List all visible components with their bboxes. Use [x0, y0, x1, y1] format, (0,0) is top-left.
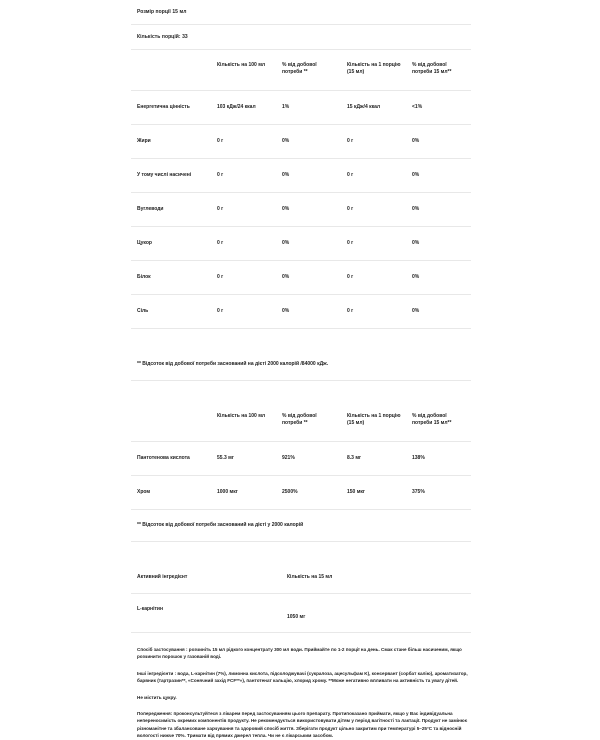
vitamin-per-serving-dv: 375%	[406, 476, 471, 510]
nutrient-per-100ml: 0 г	[211, 295, 276, 329]
section-spacer	[131, 329, 471, 349]
nutrition-footnote: ** Відсоток від добової потреби заснований на дієті 2000 калорій /84000 кДж.	[131, 349, 471, 381]
section-spacer	[131, 542, 471, 562]
header-per-100ml: Кількість на 100 мл	[211, 401, 276, 442]
nutrient-per-serving: 0 г	[341, 125, 406, 159]
nutrient-name: Цукор	[131, 227, 211, 261]
nutrient-per-serving: 0 г	[341, 159, 406, 193]
vitamin-per-serving-dv: 138%	[406, 442, 471, 476]
nutrient-name: Енергетична цінність	[131, 91, 211, 125]
table-row	[131, 295, 471, 329]
table-row	[131, 193, 471, 227]
nutrient-per-serving-dv: 0%	[406, 125, 471, 159]
table-row	[131, 261, 471, 295]
serving-size-label: Розмір порції 15 мл	[131, 0, 471, 25]
nutrient-per-100ml-dv: 0%	[276, 125, 341, 159]
table-row	[131, 125, 471, 159]
warning-note: Попередження: проконсультуйтеся з лікарем перед застосуванням цього препарату. Протипоказано приймати, якщо у Вас індивідуальна непереносимість окремих компонентів продукту. Не рекомендується використовувати дітям у період вагітності та лактації. Продукт не замінює різноманітне та збалансоване харчування та здоровий спосіб життя. Зберігати продукт цільно закритим при температурі 5–25°C та відносній вологості нижче 70%. Тримати від прямих джерел тепла. Чи не є лікарським засобом.	[137, 711, 468, 739]
nutrient-per-100ml-dv: 0%	[276, 261, 341, 295]
nutrient-per-serving-dv: 0%	[406, 159, 471, 193]
nutrient-per-serving-dv: 0%	[406, 261, 471, 295]
section-spacer	[131, 381, 471, 401]
table-row	[131, 476, 471, 510]
table-row	[131, 442, 471, 476]
label-content	[131, 0, 471, 740]
header-per-serving-dv: % від добової потреби 15 мл**	[406, 50, 471, 91]
serving-size-row	[131, 0, 471, 25]
nutrient-per-serving: 0 г	[341, 295, 406, 329]
table-row	[131, 594, 471, 633]
nutrient-per-100ml-dv: 0%	[276, 227, 341, 261]
nutrient-name: Вуглеводи	[131, 193, 211, 227]
nutrient-per-serving: 15 кДж/4 ккал	[341, 91, 406, 125]
vitamin-per-100ml: 1000 мкг	[211, 476, 276, 510]
nutrient-per-100ml-dv: 0%	[276, 295, 341, 329]
nutrient-per-100ml: 0 г	[211, 227, 276, 261]
vitamin-per-serving: 150 мкг	[341, 476, 406, 510]
nutrient-per-100ml: 0 г	[211, 193, 276, 227]
label-notes	[131, 633, 471, 740]
nutrition-facts-table	[131, 50, 471, 329]
nutrient-per-100ml: 0 г	[211, 125, 276, 159]
header-per-100ml: Кількість на 100 мл	[211, 50, 276, 91]
nutrient-per-serving: 0 г	[341, 193, 406, 227]
no-sugar-note: Не містить цукру.	[137, 694, 177, 700]
serving-count-label: Кількість порцій: 33	[131, 25, 471, 50]
nutrient-per-100ml-dv: 0%	[276, 193, 341, 227]
vitamin-name: Хром	[131, 476, 211, 510]
vitamin-per-100ml-dv: 921%	[276, 442, 341, 476]
header-per-serving-dv: % від добової потреби 15 мл**	[406, 401, 471, 442]
usage-instructions: Спосіб застосування : розчиніть 15 мл рідкого концентрату 300 мл води. Приймайте по 1-2 порції на день. Смак стане більш насиченим, якщо розчинити порошок у газованій воді.	[137, 647, 462, 660]
vitamin-table-header-row	[131, 401, 471, 442]
nutrition-table-header-row	[131, 50, 471, 91]
vitamin-per-100ml: 55.3 мг	[211, 442, 276, 476]
nutrient-name: Жири	[131, 125, 211, 159]
nutrient-name: Білок	[131, 261, 211, 295]
nutrient-name: У тому числі насичені	[131, 159, 211, 193]
vitamin-name: Пантотенова кислота	[131, 442, 211, 476]
nutrient-per-serving-dv: 0%	[406, 227, 471, 261]
active-ingredient-amount: 1050 мг	[281, 594, 471, 633]
nutrient-per-100ml: 0 г	[211, 159, 276, 193]
table-row	[131, 91, 471, 125]
nutrient-per-serving-dv: 0%	[406, 295, 471, 329]
active-ingredient-table	[131, 562, 471, 633]
serving-count-row	[131, 25, 471, 50]
table-row	[131, 227, 471, 261]
nutrient-name: Сіль	[131, 295, 211, 329]
header-per-100ml-dv: % від добової потреби **	[276, 401, 341, 442]
nutrient-per-100ml-dv: 1%	[276, 91, 341, 125]
vitamin-footnote: ** Відсоток від добової потреби заснований на дієті у 2000 калорій	[131, 510, 471, 542]
header-nutrient-name	[131, 50, 211, 91]
vitamin-per-serving: 8.3 мг	[341, 442, 406, 476]
header-per-serving: Кількість на 1 порцію (15 мл)	[341, 401, 406, 442]
header-vitamin-name	[131, 401, 211, 442]
active-ingredient-header-row	[131, 562, 471, 594]
nutrient-per-serving: 0 г	[341, 261, 406, 295]
nutrient-per-100ml: 103 кДж/24 ккал	[211, 91, 276, 125]
header-per-100ml-dv: % від добової потреби **	[276, 50, 341, 91]
serving-info-table	[131, 0, 471, 50]
vitamin-per-100ml-dv: 2500%	[276, 476, 341, 510]
nutrient-per-serving-dv: <1%	[406, 91, 471, 125]
other-ingredients: Інші інгредієнти : вода, L-карнітин (7%), лимонна кислота, підсолоджувачі (сукралоза, ацесульфам K), консервант (сорбат калію), ароматизатор, барвник (тартразин**, «Сонячний захід FCF**»), пантотенат кальцію, хлорид хрому. **Може негативно впливати на активність та увагу дітей.	[137, 670, 468, 684]
vitamins-minerals-table	[131, 401, 471, 510]
active-ingredient-name: L-карнітин	[131, 594, 281, 633]
header-active-ingredient: Активний інгредієнт	[131, 562, 281, 594]
table-row	[131, 159, 471, 193]
nutrient-per-serving-dv: 0%	[406, 193, 471, 227]
header-per-serving: Кількість на 1 порцію (15 мл)	[341, 50, 406, 91]
nutrient-per-serving: 0 г	[341, 227, 406, 261]
nutrient-per-100ml-dv: 0%	[276, 159, 341, 193]
header-amount-per-15ml: Кількість на 15 мл	[281, 562, 471, 594]
nutrient-per-100ml: 0 г	[211, 261, 276, 295]
